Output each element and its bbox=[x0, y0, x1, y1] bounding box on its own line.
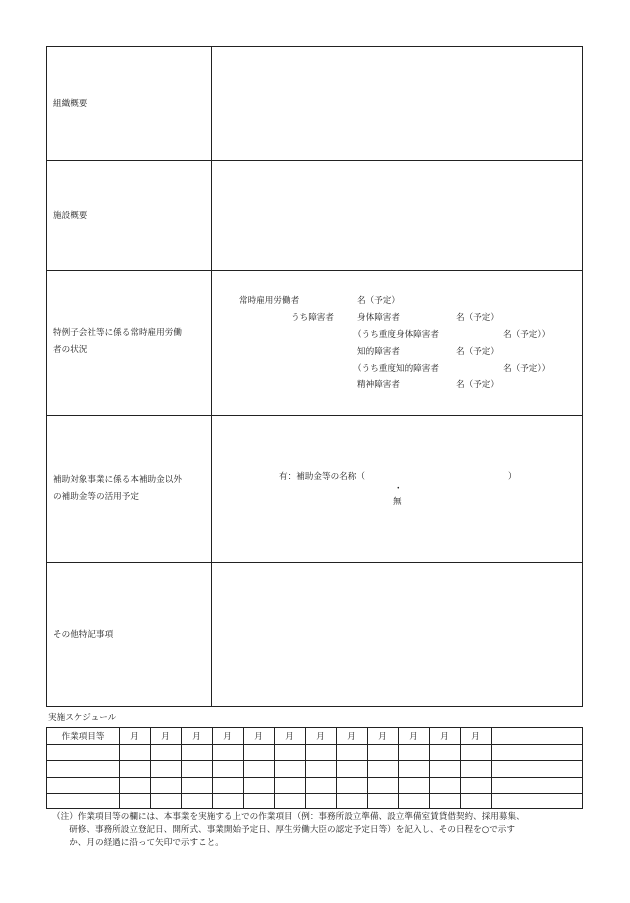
label-other-subsidies-line2: の補助金等の活用予定 bbox=[53, 492, 139, 502]
mental-disability-unit: 名（予定） bbox=[456, 380, 499, 390]
schedule-row-divider bbox=[47, 793, 582, 794]
label-other-subsidies bbox=[53, 474, 209, 504]
intellectual-disability-unit: 名（予定） bbox=[456, 347, 499, 357]
schedule-month-header: 月 bbox=[223, 732, 232, 742]
intellectual-disability-label: 知的障害者 bbox=[357, 347, 400, 357]
label-employees bbox=[53, 327, 209, 357]
label-organization: 組織概要 bbox=[53, 99, 88, 109]
schedule-month-header: 月 bbox=[471, 732, 480, 742]
schedule-title: 実施スケジュール bbox=[48, 713, 117, 723]
regular-workers-unit: 名（予定） bbox=[357, 296, 400, 306]
schedule-month-header: 月 bbox=[161, 732, 170, 742]
note-line-1: （注）作業項目等の欄には、本事業を実施する上での作業項目（例：事務所設立準備、設立準備室賃貸借契約、採用募集、 bbox=[52, 812, 525, 822]
regular-workers-label: 常時雇用労働者 bbox=[239, 296, 300, 306]
schedule-note bbox=[52, 811, 588, 850]
note-line-2: 研修、事務所設立登記日、開所式、事業開始予定日、厚生労働大臣の認定予定日等）を記入し、その日程を○で示す bbox=[52, 825, 515, 835]
schedule-column-divider bbox=[491, 728, 492, 808]
schedule-row-divider bbox=[47, 744, 582, 745]
label-employees-line2: 者の状況 bbox=[53, 345, 88, 355]
physical-disability-label: 身体障害者 bbox=[357, 313, 400, 323]
subsidy-name-close-paren: ） bbox=[508, 472, 517, 482]
schedule-month-header: 月 bbox=[409, 732, 418, 742]
row-divider bbox=[47, 270, 582, 271]
application-form-table bbox=[46, 46, 583, 707]
severe-physical-unit: 名（予定）） bbox=[503, 330, 551, 340]
row-divider bbox=[47, 415, 582, 416]
schedule-month-header: 月 bbox=[130, 732, 139, 742]
severe-intellectual-label: （うち重度知的障害者 bbox=[353, 364, 439, 374]
schedule-month-header: 月 bbox=[440, 732, 449, 742]
schedule-month-header: 月 bbox=[285, 732, 294, 742]
subsidy-no-option: 無 bbox=[393, 497, 402, 507]
schedule-month-header: 月 bbox=[378, 732, 387, 742]
schedule-row-divider bbox=[47, 760, 582, 761]
severe-intellectual-unit: 名（予定）） bbox=[503, 364, 551, 374]
label-other-notes: その他特記事項 bbox=[53, 630, 114, 640]
schedule-table bbox=[46, 727, 583, 809]
row-divider bbox=[47, 562, 582, 563]
schedule-month-header: 月 bbox=[254, 732, 263, 742]
schedule-month-header: 月 bbox=[316, 732, 325, 742]
subsidy-yes-option: 有：補助金等の名称（ bbox=[279, 472, 365, 482]
column-divider bbox=[211, 47, 212, 706]
schedule-month-header: 月 bbox=[192, 732, 201, 742]
schedule-month-header: 月 bbox=[347, 732, 356, 742]
label-other-subsidies-line1: 補助対象事業に係る本補助金以外 bbox=[53, 475, 182, 485]
mental-disability-label: 精神障害者 bbox=[357, 380, 400, 390]
severe-physical-label: （うち重度身体障害者 bbox=[353, 330, 439, 340]
note-line-3: か、月の経過に沿って矢印で示すこと。 bbox=[52, 838, 224, 848]
label-employees-line1: 特例子会社等に係る常時雇用労働 bbox=[53, 328, 182, 338]
disabled-workers-label: うち障害者 bbox=[291, 313, 334, 323]
row-divider bbox=[47, 160, 582, 161]
physical-disability-unit: 名（予定） bbox=[456, 313, 499, 323]
schedule-row-divider bbox=[47, 777, 582, 778]
subsidy-separator-dot: ・ bbox=[394, 484, 403, 494]
schedule-header-item: 作業項目等 bbox=[61, 732, 105, 742]
label-facility: 施設概要 bbox=[53, 211, 88, 221]
